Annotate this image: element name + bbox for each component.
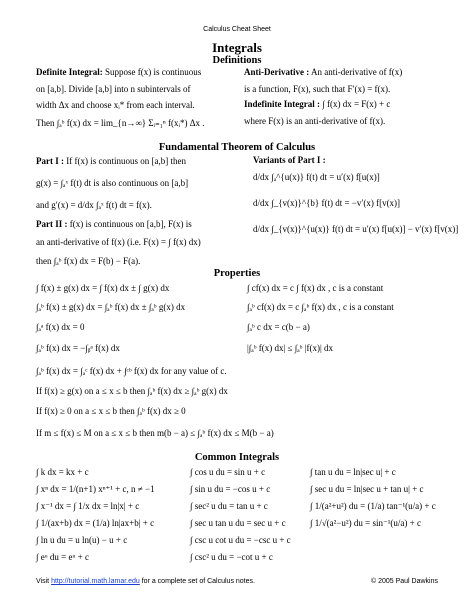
- property-full-4: If m ≤ f(x) ≤ M on a ≤ x ≤ b then m(b − a) ≤ ∫ₐᵇ f(x) dx ≤ M(b − a): [36, 428, 274, 438]
- cheat-sheet-title: Calculus Cheat Sheet: [203, 26, 271, 33]
- indefinite-line-1: ∫ f(x) dx = F(x) + c: [322, 99, 391, 109]
- common-col1-6: ∫ eᵘ du = eᵘ + c: [36, 552, 89, 562]
- property-right-3: ∫ₐᵇ c dx = c(b − a): [247, 322, 310, 332]
- part2-line-1: f(x) is continuous on [a,b], F(x) is: [69, 219, 192, 229]
- definite-line-1: Suppose f(x) is continuous: [104, 67, 202, 77]
- footer-rest: for a complete set of Calculus notes.: [141, 578, 255, 585]
- antiderivative-line-2: is a function, F(x), such that F′(x) = f(x).: [244, 84, 391, 94]
- property-full-2: If f(x) ≥ g(x) on a ≤ x ≤ b then ∫ₐᵇ f(x) dx ≥ ∫ₐᵇ g(x) dx: [36, 386, 228, 396]
- tutorial-link[interactable]: http://tutorial.math.lamar.edu: [51, 578, 140, 585]
- common-col2-5: ∫ csc u cot u du = −csc u + c: [190, 535, 291, 545]
- property-full-3: If f(x) ≥ 0 on a ≤ x ≤ b then ∫ₐᵇ f(x) dx ≥ 0: [36, 406, 186, 416]
- ftc-heading: Fundamental Theorem of Calculus: [158, 142, 316, 153]
- part2-label: Part II :: [36, 219, 68, 229]
- part2-line-2: an anti-derivative of f(x) (i.e. F(x) = ∫ f(x) dx): [36, 237, 201, 247]
- variant-2: d/dx ∫_{v(x)}^{b} f(t) dt = −v′(x) f[v(x)]: [253, 198, 401, 208]
- common-col2-2: ∫ sin u du = −cos u + c: [190, 484, 271, 494]
- definite-line-3: width Δx and choose xᵢ* from each interval.: [36, 100, 195, 110]
- property-left-4: ∫ₐᵇ f(x) dx = −∫ᵦᵃ f(x) dx: [36, 343, 120, 353]
- variant-1: d/dx ∫ₐ^{u(x)} f(t) dt = u′(x) f[u(x)]: [253, 172, 380, 182]
- property-left-3: ∫ₐᵃ f(x) dx = 0: [36, 322, 85, 332]
- antiderivative-block: [244, 67, 402, 78]
- definite-integral-block: [36, 67, 201, 78]
- common-col3-2: ∫ sec u du = ln|sec u + tan u| + c: [310, 484, 424, 494]
- antiderivative-label: Anti-Derivative :: [244, 67, 310, 77]
- common-col1-2: ∫ xⁿ dx = 1/(n+1) xⁿ⁺¹ + c, n ≠ −1: [36, 484, 155, 494]
- part2-line-3: then ∫ₐᵇ f(x) dx = F(b) − F(a).: [36, 256, 141, 266]
- property-left-2: ∫ₐᵇ f(x) ± g(x) dx = ∫ₐᵇ f(x) dx ± ∫ₐᵇ g(x) dx: [36, 302, 186, 312]
- footer-note: [36, 578, 255, 585]
- common-col1-5: ∫ ln u du = u ln(u) − u + c: [36, 535, 128, 545]
- part1-line-2: g(x) = ∫ₐˣ f(t) dt is also continuous on [a,b]: [36, 178, 189, 188]
- common-integrals-heading: Common Integrals: [194, 452, 280, 463]
- common-col1-1: ∫ k dx = kx + c: [36, 467, 89, 477]
- property-right-4: |∫ₐᵇ f(x) dx| ≤ ∫ₐᵇ |f(x)| dx: [247, 343, 334, 353]
- page-title: Integrals: [212, 40, 262, 55]
- variants-label: Variants of Part I :: [253, 155, 326, 165]
- definite-integral-label: Definite Integral:: [36, 67, 103, 77]
- properties-heading: Properties: [213, 268, 261, 279]
- definitions-heading: Definitions: [212, 55, 262, 66]
- common-col2-4: ∫ sec u tan u du = sec u + c: [190, 518, 286, 528]
- part1-line-1: If f(x) is continuous on [a,b] then: [66, 156, 186, 166]
- common-col2-1: ∫ cos u du = sin u + c: [190, 467, 266, 477]
- copyright: © 2005 Paul Dawkins: [370, 578, 438, 585]
- indefinite-label: Indefinite Integral :: [244, 99, 320, 109]
- footer-visit: Visit: [36, 578, 50, 585]
- common-col2-6: ∫ csc² u du = −cot u + c: [190, 552, 273, 562]
- common-col1-3: ∫ x⁻¹ dx = ∫ 1/x dx = ln|x| + c: [36, 501, 140, 511]
- ftc-part2-block: [36, 219, 192, 230]
- common-col3-4: ∫ 1/√(a²−u²) du = sin⁻¹(u/a) + c: [310, 518, 421, 528]
- property-right-2: ∫ₐᵇ cf(x) dx = c ∫ₐᵇ f(x) dx , c is a constant: [247, 302, 394, 312]
- indefinite-line-2: where F(x) is an anti-derivative of f(x).: [244, 116, 386, 126]
- common-col2-3: ∫ sec² u du = tan u + c: [190, 501, 268, 511]
- part1-line-3: and g′(x) = d/dx ∫ₐˣ f(t) dt = f(x).: [36, 200, 152, 210]
- variant-3: d/dx ∫_{v(x)}^{u(x)} f(t) dt = u′(x) f[u(x)] − v′(x) f[v(x)]: [253, 224, 459, 234]
- definite-line-2: on [a,b]. Divide [a,b] into n subintervals of: [36, 84, 191, 94]
- antiderivative-line-1: An anti-derivative of f(x): [311, 67, 403, 77]
- indefinite-block: [244, 99, 390, 110]
- property-right-1: ∫ cf(x) dx = c ∫ f(x) dx , c is a constant: [247, 283, 384, 293]
- ftc-part1-block: [36, 156, 186, 167]
- property-full-1: ∫ₐᵇ f(x) dx = ∫ₐᶜ f(x) dx + ∫ᶜᵇ f(x) dx for any value of c.: [36, 366, 227, 376]
- common-col1-4: ∫ 1/(ax+b) dx = (1/a) ln|ax+b| + c: [36, 518, 155, 528]
- definite-line-4: Then ∫ₐᵇ f(x) dx = lim_{n→∞} Σᵢ₌₁ⁿ f(xᵢ*) Δx .: [36, 118, 205, 128]
- part1-label: Part I :: [36, 156, 64, 166]
- common-col3-3: ∫ 1/(a²+u²) du = (1/a) tan⁻¹(u/a) + c: [310, 501, 436, 511]
- property-left-1: ∫ f(x) ± g(x) dx = ∫ f(x) dx ± ∫ g(x) dx: [36, 283, 170, 293]
- common-col3-1: ∫ tan u du = ln|sec u| + c: [310, 467, 396, 477]
